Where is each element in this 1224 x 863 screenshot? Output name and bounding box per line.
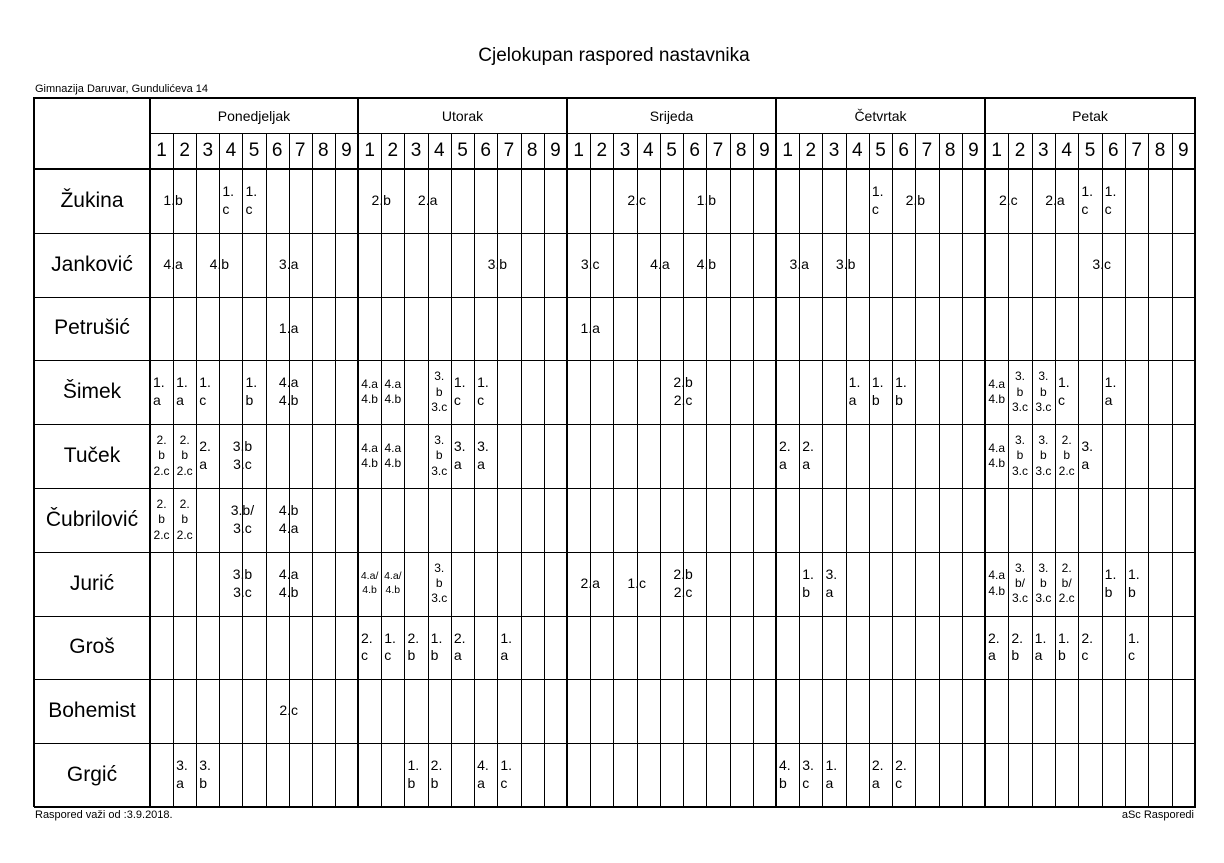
lesson-entry: 3. a — [825, 565, 838, 600]
period-number: 4 — [642, 140, 654, 161]
period-number: 7 — [1131, 140, 1142, 161]
period-number: 3 — [1038, 140, 1049, 161]
period-number: 1 — [364, 140, 375, 161]
lesson-entry: 1. c — [384, 629, 396, 664]
lesson-entry: 2. a — [802, 438, 814, 473]
lesson-entry: 1. b — [1128, 565, 1140, 600]
teacher-name: Grgić — [66, 763, 118, 787]
period-number: 1 — [573, 140, 584, 161]
period-divider — [730, 133, 731, 807]
lesson-entry: 3.b — [487, 255, 508, 272]
lesson-entry: 2. b — [430, 757, 443, 792]
period-number: 1 — [991, 140, 1002, 161]
period-number: 8 — [944, 140, 956, 161]
period-divider — [915, 133, 916, 807]
lesson-entry: 4.a — [650, 255, 670, 272]
lesson-entry: 4.b 4.a — [278, 501, 299, 536]
lesson-entry: 1. c — [222, 182, 235, 217]
period-number: 6 — [1108, 140, 1119, 161]
period-number: 7 — [503, 140, 515, 161]
lesson-entry: 4.a/ 4.b — [384, 570, 402, 596]
lesson-entry: 4. a — [477, 757, 489, 792]
period-number: 1 — [782, 140, 793, 161]
teacher-name: Jurić — [69, 571, 115, 595]
teacher-name: Petrušić — [54, 316, 130, 340]
period-number: 4 — [433, 140, 445, 161]
period-divider — [1172, 133, 1173, 807]
lesson-entry: 4.a 4.b — [384, 440, 402, 471]
lesson-entry: 3.a — [789, 255, 809, 272]
lesson-entry: 1. b — [871, 374, 884, 409]
lesson-entry: 2. b — [407, 629, 420, 664]
period-divider — [892, 133, 893, 807]
lesson-entry: 2. c — [361, 629, 373, 664]
teacher-name: Šimek — [62, 380, 122, 404]
lesson-entry: 2.b — [371, 191, 391, 208]
period-number: 3 — [828, 140, 840, 161]
lesson-entry: 1. a — [176, 374, 188, 409]
period-number: 6 — [480, 140, 491, 161]
period-number: 2 — [596, 140, 608, 161]
lesson-entry: 1. b — [1058, 629, 1070, 664]
lesson-entry: 2.c — [627, 191, 646, 208]
period-number: 7 — [712, 140, 724, 161]
day-header: Petak — [1072, 107, 1108, 124]
period-number: 8 — [1154, 140, 1166, 161]
teacher-name: Žukina — [60, 188, 124, 212]
lesson-entry: 3. b 3.c — [1035, 433, 1052, 478]
lesson-entry: 1. a — [1104, 374, 1117, 409]
lesson-entry: 1. b — [245, 374, 258, 409]
lesson-entry: 3. b 3.c — [1011, 433, 1028, 478]
lesson-entry: 2.b 2.c — [673, 374, 693, 409]
lesson-entry: 4.a 4.b — [988, 376, 1005, 407]
lesson-entry: 2. b 2.c — [176, 496, 193, 542]
period-divider — [521, 133, 522, 807]
lesson-entry: 1. c — [871, 182, 884, 217]
lesson-entry: 1.a — [580, 319, 600, 336]
lesson-entry: 3. b 3.c — [1011, 369, 1028, 414]
lesson-entry: 1. b — [802, 565, 814, 600]
period-number: 3 — [410, 140, 422, 161]
lesson-entry: 2. b/ 2.c — [1058, 560, 1075, 606]
lesson-entry: 2. b — [1011, 629, 1024, 664]
period-number: 6 — [689, 140, 700, 161]
lesson-entry: 2. a — [199, 438, 211, 473]
lesson-entry: 3.c — [1092, 255, 1111, 272]
period-divider — [335, 133, 336, 807]
period-divider — [753, 133, 754, 807]
lesson-entry: 2.c — [279, 702, 298, 719]
lesson-entry: 3.b 3.c — [232, 438, 253, 473]
period-number: 6 — [898, 140, 909, 161]
lesson-entry: 3. b 3.c — [431, 560, 448, 606]
period-number: 9 — [341, 140, 352, 161]
lesson-entry: 3. a — [453, 438, 466, 473]
lesson-entry: 1.c — [627, 574, 646, 591]
period-number: 8 — [526, 140, 538, 161]
lesson-entry: 3. b/ 3.c — [1011, 560, 1028, 606]
row-divider — [34, 297, 1195, 298]
lesson-entry: 2. a — [779, 438, 791, 473]
teacher-name: Bohemist — [48, 699, 136, 723]
teacher-name: Tuček — [63, 444, 121, 468]
lesson-entry: 4.b — [209, 255, 230, 272]
period-divider — [1125, 133, 1126, 807]
period-number: 5 — [1084, 140, 1096, 161]
lesson-entry: 2. b 2.c — [176, 433, 193, 478]
period-number: 8 — [735, 140, 747, 161]
lesson-entry: 2. b 2.c — [1058, 433, 1075, 478]
lesson-entry: 3. b 3.c — [1035, 560, 1052, 606]
lesson-entry: 3. a — [1081, 438, 1094, 473]
lesson-entry: 2. c — [895, 757, 907, 792]
lesson-entry: 1. c — [1128, 629, 1140, 664]
lesson-entry: 1. c — [477, 374, 489, 409]
lesson-entry: 3. a — [477, 438, 489, 473]
period-number: 5 — [248, 140, 260, 161]
lesson-entry: 1. a — [153, 374, 165, 409]
day-header: Ponedjeljak — [217, 107, 291, 124]
lesson-entry: 1. b — [1104, 565, 1117, 600]
lesson-entry: 3. b 3.c — [431, 369, 448, 414]
lesson-entry: 1. b — [407, 757, 420, 792]
lesson-entry: 1. a — [825, 757, 838, 792]
day-header: Četvrtak — [854, 107, 907, 124]
period-number: 6 — [271, 140, 283, 161]
lesson-entry: 2.a — [580, 574, 600, 591]
lesson-entry: 2.c — [998, 191, 1018, 208]
day-divider — [566, 98, 568, 807]
period-number: 8 — [318, 140, 329, 161]
lesson-entry: 3.c — [580, 255, 600, 272]
lesson-entry: 4.a 4.b — [361, 376, 378, 407]
period-number: 9 — [1178, 140, 1189, 161]
lesson-entry: 1. c — [1058, 374, 1070, 409]
period-number: 4 — [1061, 140, 1072, 161]
lesson-entry: 3. b 3.c — [431, 433, 448, 478]
lesson-entry: 1. c — [245, 182, 258, 217]
period-number: 2 — [805, 140, 817, 161]
lesson-entry: 4.a 4.b — [278, 374, 299, 409]
period-number: 3 — [619, 140, 631, 161]
period-divider — [869, 133, 870, 807]
lesson-entry: 1. c — [500, 757, 513, 792]
lesson-entry: 2.b 2.c — [673, 565, 693, 600]
page-title: Cjelokupan raspored nastavnika — [478, 45, 750, 66]
lesson-entry: 1. c — [199, 374, 211, 409]
lesson-entry: 1. c — [1104, 182, 1117, 217]
lesson-entry: 2.b — [905, 191, 926, 208]
period-number: 7 — [921, 140, 933, 161]
lesson-entry: 2.a — [1045, 191, 1065, 208]
period-number: 9 — [550, 140, 561, 161]
period-number: 5 — [457, 140, 468, 161]
period-number: 4 — [851, 140, 863, 161]
teacher-name: Groš — [69, 635, 115, 659]
period-number: 5 — [875, 140, 886, 161]
lesson-entry: 4.a 4.b — [384, 376, 402, 407]
teacher-name: Janković — [51, 252, 133, 276]
day-header: Utorak — [441, 107, 484, 124]
lesson-entry: 3.b — [835, 255, 856, 272]
lesson-entry: 2. a — [871, 757, 884, 792]
lesson-entry: 3. c — [802, 757, 814, 792]
period-divider — [544, 133, 545, 807]
period-divider — [939, 133, 940, 807]
lesson-entry: 3.a — [278, 255, 299, 272]
grid-border-right — [1194, 97, 1196, 807]
lesson-entry: 2. c — [1081, 629, 1094, 664]
lesson-entry: 4.a/ 4.b — [360, 570, 379, 596]
lesson-entry: 4.a 4.b — [278, 565, 299, 600]
lesson-entry: 3. b — [199, 757, 211, 792]
lesson-entry: 1. a — [848, 374, 861, 409]
period-number: 5 — [666, 140, 677, 161]
lesson-entry: 3.b/ 3.c — [230, 501, 255, 536]
lesson-entry: 1. c — [1081, 182, 1094, 217]
period-divider — [312, 133, 313, 807]
period-number: 2 — [1014, 140, 1026, 161]
day-header: Srijeda — [649, 107, 694, 124]
teacher-name: Čubrilović — [45, 507, 139, 531]
period-number: 7 — [294, 140, 306, 161]
lesson-entry: 4.a 4.b — [988, 440, 1005, 471]
lesson-entry: 4.a 4.b — [988, 568, 1005, 598]
period-divider — [1148, 133, 1149, 807]
row-divider — [34, 488, 1195, 489]
lesson-entry: 4.b — [696, 255, 717, 272]
lesson-entry: 1. b — [430, 629, 443, 664]
period-number: 3 — [202, 140, 214, 161]
lesson-entry: 1. a — [500, 629, 513, 664]
lesson-entry: 3. b 3.c — [1035, 369, 1052, 414]
lesson-entry: 1. c — [453, 374, 466, 409]
period-number: 1 — [156, 140, 167, 161]
lesson-entry: 2. a — [988, 629, 1000, 664]
valid-from-note: Raspored važi od :3.9.2018. — [35, 809, 173, 821]
lesson-entry: 1. b — [895, 374, 907, 409]
period-number: 4 — [225, 140, 237, 161]
lesson-entry: 2. b 2.c — [153, 433, 170, 478]
lesson-entry: 1.b — [696, 191, 717, 208]
lesson-entry: 1.a — [278, 319, 299, 336]
lesson-entry: 4.a — [163, 255, 183, 272]
period-number: 9 — [968, 140, 979, 161]
period-number: 2 — [387, 140, 399, 161]
lesson-entry: 1.b — [163, 191, 183, 208]
software-credit: aSc Rasporedi — [1121, 809, 1194, 821]
lesson-entry: 4. b — [779, 757, 791, 792]
lesson-entry: 4.a 4.b — [361, 440, 378, 471]
period-divider — [962, 133, 963, 807]
period-number: 2 — [179, 140, 190, 161]
lesson-entry: 2. b 2.c — [153, 496, 170, 542]
lesson-entry: 2. a — [453, 629, 466, 664]
school-name: Gimnazija Daruvar, Gundulićeva 14 — [35, 83, 209, 95]
period-number: 9 — [759, 140, 770, 161]
lesson-entry: 3. a — [176, 757, 188, 792]
lesson-entry: 3.b 3.c — [232, 565, 253, 600]
lesson-entry: 1. a — [1034, 629, 1047, 664]
lesson-entry: 2.a — [417, 191, 438, 208]
